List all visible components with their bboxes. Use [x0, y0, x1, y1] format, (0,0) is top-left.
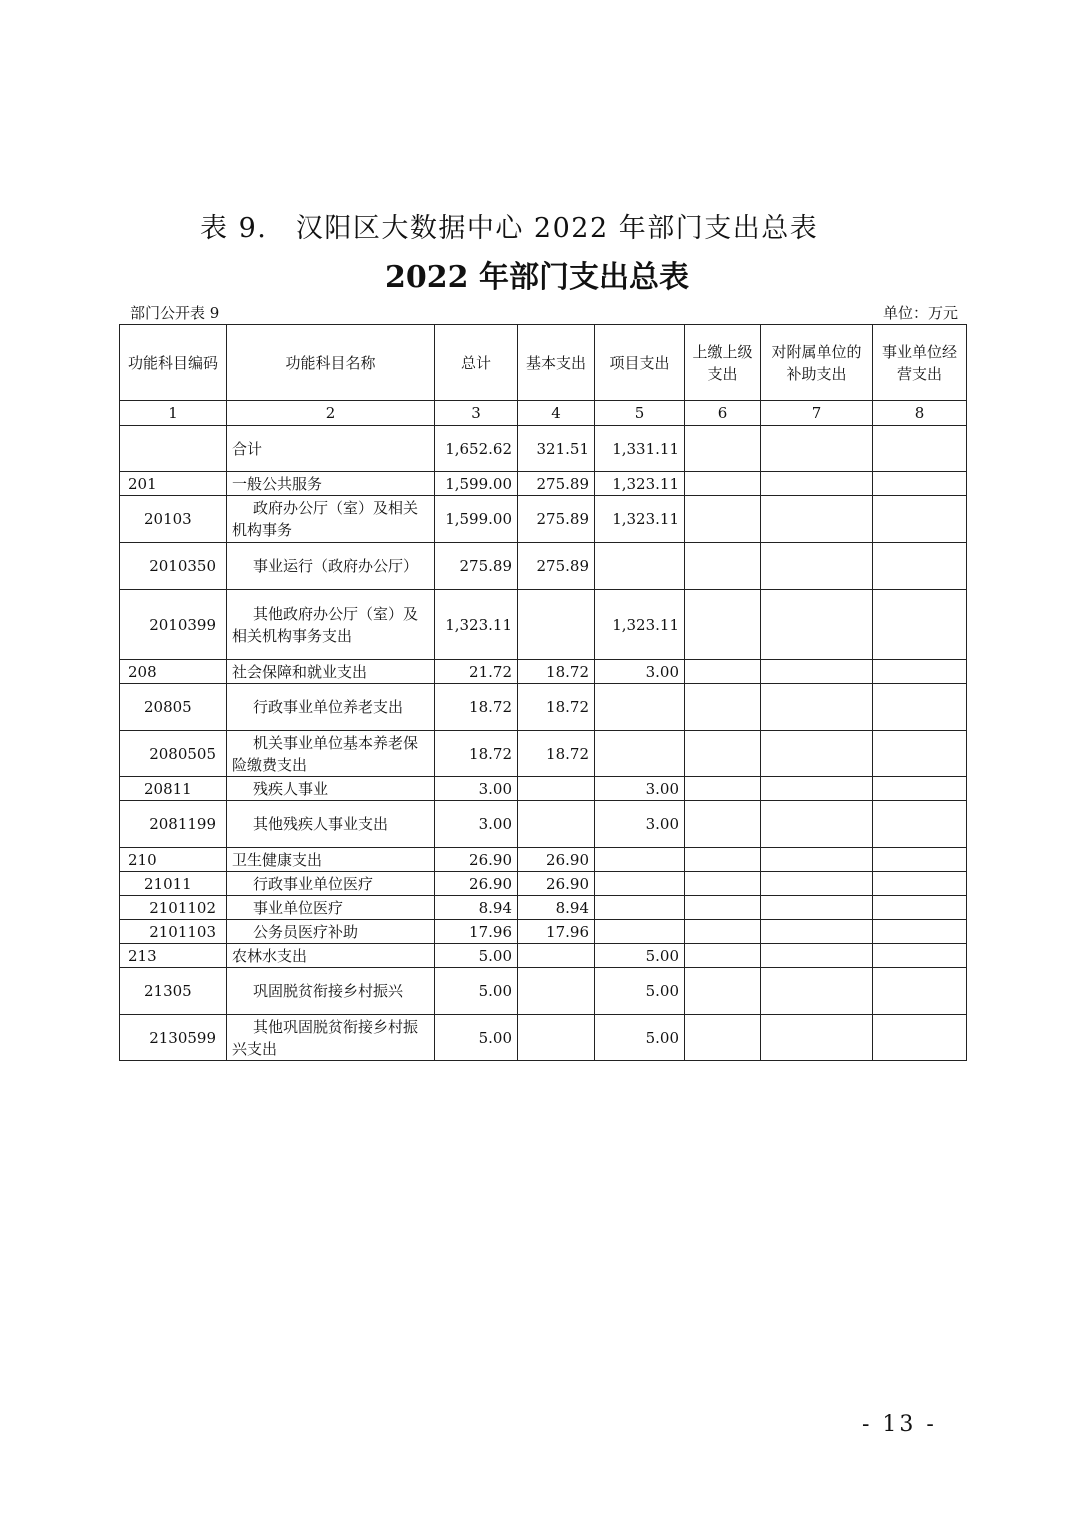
cell-business	[873, 944, 967, 968]
cell-total: 1,652.62	[435, 426, 518, 472]
cell-subsidy	[761, 848, 873, 872]
cell-business	[873, 801, 967, 848]
cell-subsidy	[761, 1015, 873, 1061]
cell-name: 卫生健康支出	[227, 848, 435, 872]
cell-total: 3.00	[435, 801, 518, 848]
cell-upper	[685, 496, 761, 543]
cell-code: 210	[120, 848, 227, 872]
page-number: - 13 -	[862, 1412, 937, 1437]
cell-code: 2101102	[120, 896, 227, 920]
cell-basic: 275.89	[518, 496, 595, 543]
cell-name: 其他政府办公厅（室）及相关机构事务支出	[227, 590, 435, 660]
cell-project: 3.00	[595, 801, 685, 848]
table-row	[120, 660, 967, 684]
cell-project	[595, 543, 685, 590]
form-label: 部门公开表 9	[130, 304, 220, 322]
table-row	[120, 684, 967, 731]
col-number: 2	[227, 401, 435, 426]
cell-basic	[518, 590, 595, 660]
cell-upper	[685, 684, 761, 731]
cell-business	[873, 496, 967, 543]
cell-upper	[685, 920, 761, 944]
cell-upper	[685, 801, 761, 848]
cell-upper	[685, 426, 761, 472]
cell-code: 2010350	[120, 543, 227, 590]
cell-basic	[518, 1015, 595, 1061]
cell-code: 208	[120, 660, 227, 684]
col-header-business: 事业单位经营支出	[873, 325, 967, 401]
cell-project: 1,323.11	[595, 472, 685, 496]
cell-basic: 18.72	[518, 660, 595, 684]
cell-name: 社会保障和就业支出	[227, 660, 435, 684]
cell-basic	[518, 777, 595, 801]
cell-project	[595, 896, 685, 920]
cell-project: 3.00	[595, 660, 685, 684]
cell-code: 20805	[120, 684, 227, 731]
col-number: 7	[761, 401, 873, 426]
cell-subsidy	[761, 496, 873, 543]
cell-subsidy	[761, 968, 873, 1015]
header-row	[120, 325, 967, 401]
cell-project	[595, 872, 685, 896]
cell-business	[873, 848, 967, 872]
cell-business	[873, 660, 967, 684]
cell-project: 5.00	[595, 968, 685, 1015]
cell-project	[595, 848, 685, 872]
cell-total: 8.94	[435, 896, 518, 920]
cell-name: 农林水支出	[227, 944, 435, 968]
cell-business	[873, 968, 967, 1015]
cell-code: 2130599	[120, 1015, 227, 1061]
cell-subsidy	[761, 543, 873, 590]
table-row	[120, 543, 967, 590]
table-title: 2022 年部门支出总表	[385, 260, 689, 295]
cell-total: 26.90	[435, 872, 518, 896]
table-row	[120, 944, 967, 968]
cell-name: 残疾人事业	[227, 777, 435, 801]
cell-project	[595, 920, 685, 944]
cell-basic: 18.72	[518, 684, 595, 731]
cell-business	[873, 472, 967, 496]
cell-upper	[685, 944, 761, 968]
cell-name: 机关事业单位基本养老保险缴费支出	[227, 731, 435, 777]
cell-subsidy	[761, 590, 873, 660]
cell-basic: 275.89	[518, 543, 595, 590]
cell-code: 2010399	[120, 590, 227, 660]
col-number: 6	[685, 401, 761, 426]
cell-code: 20103	[120, 496, 227, 543]
cell-project: 3.00	[595, 777, 685, 801]
cell-total: 17.96	[435, 920, 518, 944]
cell-project: 5.00	[595, 1015, 685, 1061]
cell-business	[873, 684, 967, 731]
cell-name: 行政事业单位医疗	[227, 872, 435, 896]
cell-upper	[685, 472, 761, 496]
cell-name: 事业运行（政府办公厅）	[227, 543, 435, 590]
col-number: 1	[120, 401, 227, 426]
cell-name: 合计	[227, 426, 435, 472]
cell-upper	[685, 848, 761, 872]
cell-business	[873, 543, 967, 590]
expenditure-table	[119, 324, 967, 1061]
cell-total: 3.00	[435, 777, 518, 801]
col-number: 3	[435, 401, 518, 426]
cell-basic: 8.94	[518, 896, 595, 920]
col-header-total: 总计	[435, 325, 518, 401]
cell-basic: 26.90	[518, 872, 595, 896]
cell-code: 21305	[120, 968, 227, 1015]
cell-business	[873, 920, 967, 944]
col-header-code: 功能科目编码	[120, 325, 227, 401]
col-number: 4	[518, 401, 595, 426]
cell-project: 1,323.11	[595, 496, 685, 543]
cell-project	[595, 731, 685, 777]
cell-name: 一般公共服务	[227, 472, 435, 496]
table-row	[120, 848, 967, 872]
table-row	[120, 777, 967, 801]
cell-upper	[685, 1015, 761, 1061]
cell-subsidy	[761, 660, 873, 684]
cell-subsidy	[761, 920, 873, 944]
cell-upper	[685, 543, 761, 590]
cell-basic: 275.89	[518, 472, 595, 496]
cell-project	[595, 684, 685, 731]
cell-subsidy	[761, 472, 873, 496]
col-header-project: 项目支出	[595, 325, 685, 401]
cell-basic: 321.51	[518, 426, 595, 472]
cell-business	[873, 777, 967, 801]
cell-total: 5.00	[435, 968, 518, 1015]
cell-name: 政府办公厅（室）及相关机构事务	[227, 496, 435, 543]
cell-subsidy	[761, 426, 873, 472]
cell-code: 201	[120, 472, 227, 496]
col-number: 5	[595, 401, 685, 426]
cell-business	[873, 426, 967, 472]
cell-project: 1,331.11	[595, 426, 685, 472]
col-header-upper: 上缴上级支出	[685, 325, 761, 401]
cell-business	[873, 731, 967, 777]
cell-code: 20811	[120, 777, 227, 801]
cell-subsidy	[761, 944, 873, 968]
cell-business	[873, 896, 967, 920]
unit-label: 单位：万元	[882, 304, 958, 322]
cell-subsidy	[761, 896, 873, 920]
cell-name: 公务员医疗补助	[227, 920, 435, 944]
cell-subsidy	[761, 872, 873, 896]
cell-upper	[685, 777, 761, 801]
cell-basic	[518, 968, 595, 1015]
cell-business	[873, 590, 967, 660]
cell-total: 1,323.11	[435, 590, 518, 660]
table-row	[120, 426, 967, 472]
cell-upper	[685, 731, 761, 777]
table-row	[120, 801, 967, 848]
cell-basic	[518, 944, 595, 968]
cell-basic: 17.96	[518, 920, 595, 944]
cell-name: 事业单位医疗	[227, 896, 435, 920]
cell-subsidy	[761, 731, 873, 777]
cell-code: 2080505	[120, 731, 227, 777]
col-header-basic: 基本支出	[518, 325, 595, 401]
cell-upper	[685, 660, 761, 684]
cell-project: 1,323.11	[595, 590, 685, 660]
table-row	[120, 1015, 967, 1061]
table-row	[120, 896, 967, 920]
cell-total: 21.72	[435, 660, 518, 684]
cell-upper	[685, 872, 761, 896]
table-row	[120, 872, 967, 896]
cell-name: 巩固脱贫衔接乡村振兴	[227, 968, 435, 1015]
col-header-name: 功能科目名称	[227, 325, 435, 401]
cell-subsidy	[761, 777, 873, 801]
cell-subsidy	[761, 684, 873, 731]
column-number-row	[120, 401, 967, 426]
cell-subsidy	[761, 801, 873, 848]
cell-code: 21011	[120, 872, 227, 896]
table-row	[120, 496, 967, 543]
table-body	[120, 426, 967, 1061]
cell-code: 213	[120, 944, 227, 968]
cell-business	[873, 1015, 967, 1061]
table-row	[120, 590, 967, 660]
cell-business	[873, 872, 967, 896]
cell-basic: 18.72	[518, 731, 595, 777]
cell-total: 18.72	[435, 731, 518, 777]
document-heading: 表 9. 汉阳区大数据中心 2022 年部门支出总表	[200, 213, 819, 244]
cell-project: 5.00	[595, 944, 685, 968]
cell-total: 26.90	[435, 848, 518, 872]
cell-total: 18.72	[435, 684, 518, 731]
cell-code	[120, 426, 227, 472]
cell-upper	[685, 590, 761, 660]
table-row	[120, 472, 967, 496]
cell-name: 其他残疾人事业支出	[227, 801, 435, 848]
table-row	[120, 731, 967, 777]
cell-name: 行政事业单位养老支出	[227, 684, 435, 731]
cell-total: 5.00	[435, 1015, 518, 1061]
cell-total: 1,599.00	[435, 472, 518, 496]
table-row	[120, 920, 967, 944]
cell-upper	[685, 968, 761, 1015]
col-number: 8	[873, 401, 967, 426]
table-row	[120, 968, 967, 1015]
cell-name: 其他巩固脱贫衔接乡村振兴支出	[227, 1015, 435, 1061]
cell-code: 2101103	[120, 920, 227, 944]
cell-code: 2081199	[120, 801, 227, 848]
cell-total: 275.89	[435, 543, 518, 590]
cell-basic: 26.90	[518, 848, 595, 872]
cell-total: 5.00	[435, 944, 518, 968]
cell-upper	[685, 896, 761, 920]
col-header-subsidy: 对附属单位的补助支出	[761, 325, 873, 401]
cell-total: 1,599.00	[435, 496, 518, 543]
cell-basic	[518, 801, 595, 848]
